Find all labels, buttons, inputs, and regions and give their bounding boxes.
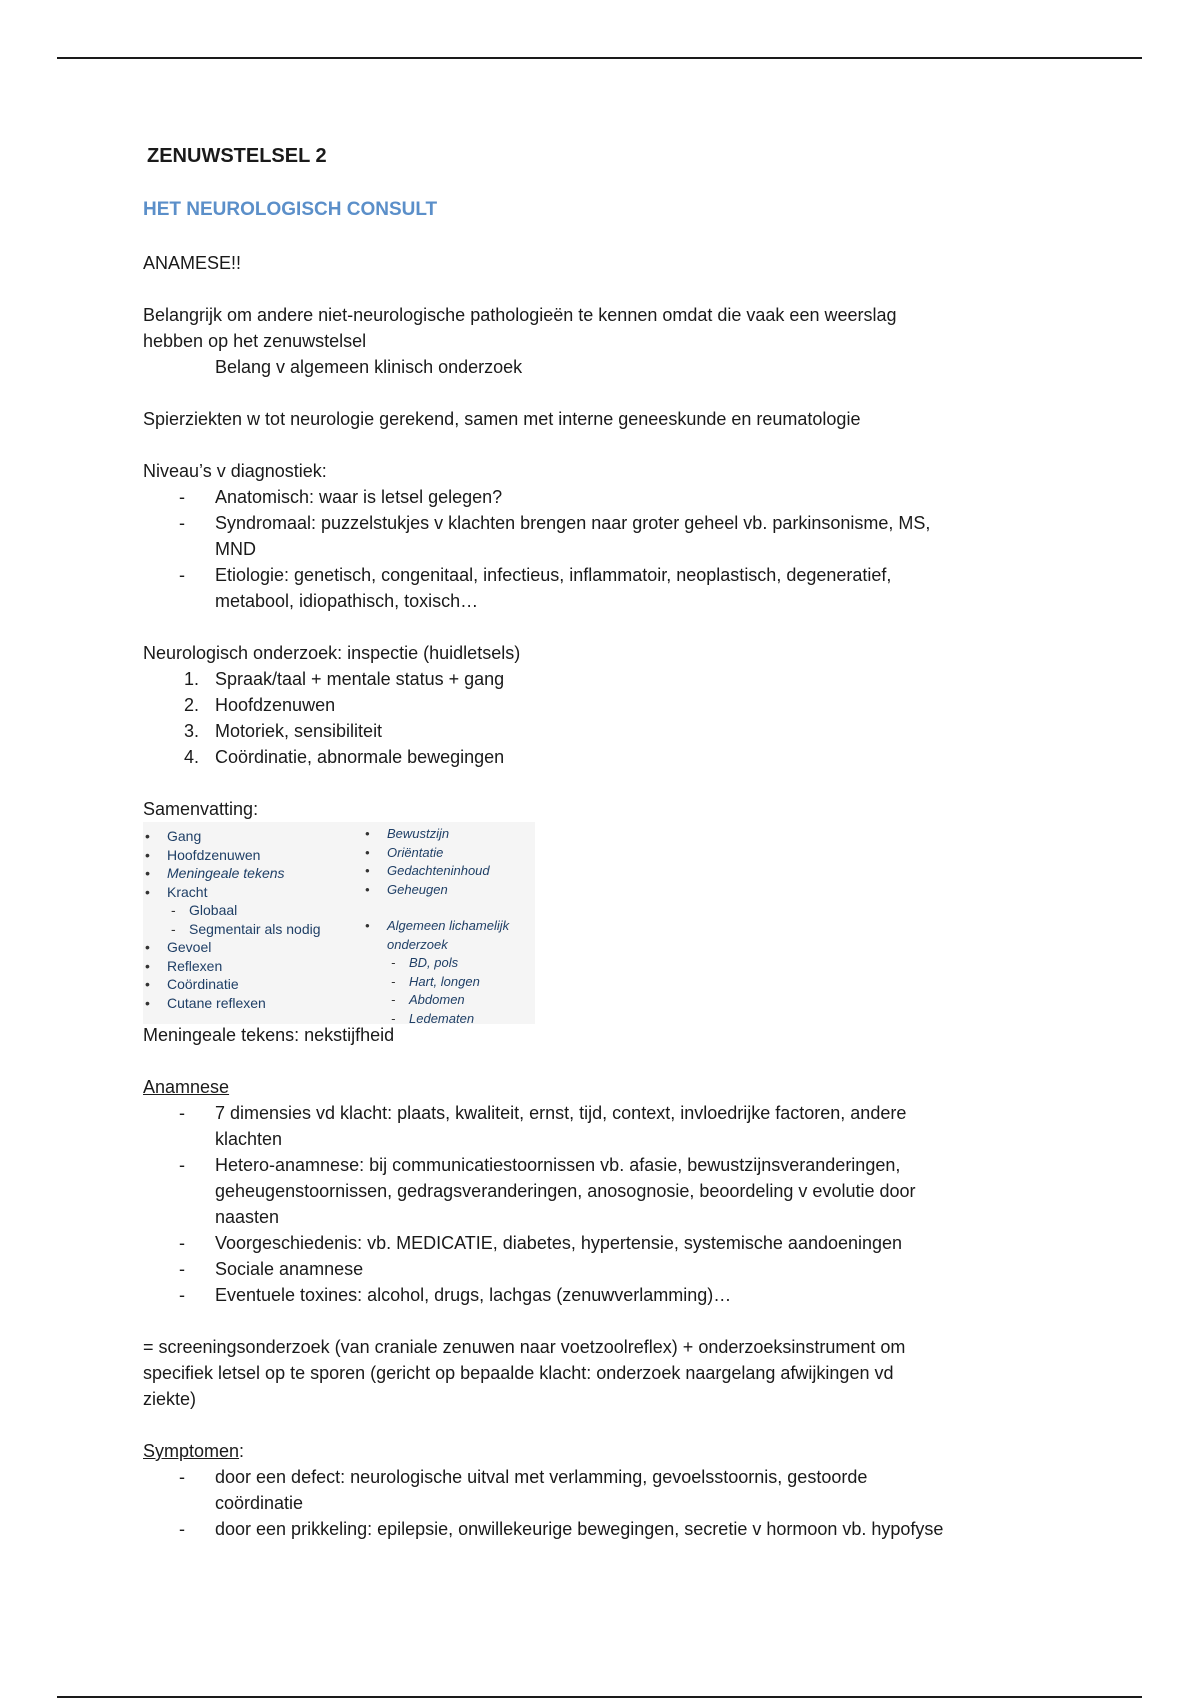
summary-item: • Meningeale tekens <box>145 865 285 881</box>
top-rule <box>57 57 1142 59</box>
summary-item: • Cutane reflexen <box>145 994 266 1011</box>
anamese-line: ANAMESE!! <box>143 253 242 273</box>
list-item: - Hetero-anamnese: bij communicatiestoornissen vb. afasie, bewustzijnsveranderingen, <box>179 1155 901 1175</box>
numbered-item: 1. Spraak/taal + mentale status + gang <box>183 669 505 689</box>
symptomen-heading: Symptomen: <box>143 1441 245 1461</box>
summary-item: • Geheugen <box>365 881 448 897</box>
list-item: - Syndromaal: puzzelstukjes v klachten brengen naar groter geheel vb. parkinsonisme, MS, <box>179 513 931 533</box>
summary-item: • Algemeen lichamelijk <box>365 918 510 933</box>
intro-indent: Belang v algemeen klinisch onderzoek <box>215 357 523 377</box>
summary-item: • Hoofdzenuwen <box>145 846 261 863</box>
samenvatting-image <box>143 822 535 1024</box>
screening-line-3: ziekte) <box>143 1389 197 1409</box>
niveaus-heading: Niveau’s v diagnostiek: <box>143 461 327 481</box>
list-item: - door een prikkeling: epilepsie, onwillekeurige bewegingen, secretie v hormoon vb. hypofyse <box>179 1519 944 1539</box>
summary-item: • Gedachteninhoud <box>365 863 490 878</box>
summary-right-list <box>363 825 509 1028</box>
intro-line-2: hebben op het zenuwstelsel <box>143 331 367 351</box>
list-item: - door een defect: neurologische uitval met verlamming, gevoelsstoornis, gestoorde <box>179 1467 868 1487</box>
list-item-continuation: MND <box>215 539 256 559</box>
numbered-item: 2. Hoofdzenuwen <box>183 695 336 715</box>
summary-left-list <box>143 827 321 1012</box>
screening-line-2: specifiek letsel op te sporen (gericht op bepaalde klacht: onderzoek naargelang afwijkingen vd <box>143 1363 894 1383</box>
summary-subitem: - Abdomen <box>391 992 465 1007</box>
summary-item: • Gang <box>145 828 202 844</box>
summary-item: • Coördinatie <box>145 976 239 992</box>
list-item-continuation: geheugenstoornissen, gedragsveranderingen, anosognosie, beoordeling v evolutie door <box>215 1181 916 1201</box>
neuro-heading: Neurologisch onderzoek: inspectie (huidletsels) <box>143 643 521 663</box>
list-item: - 7 dimensies vd klacht: plaats, kwaliteit, ernst, tijd, context, invloedrijke factoren, andere <box>179 1103 907 1123</box>
list-item: - Anatomisch: waar is letsel gelegen? <box>179 487 503 507</box>
anamnese-heading: Anamnese <box>143 1077 230 1097</box>
summary-subitem: - Hart, longen <box>391 973 480 989</box>
summary-item: • Oriëntatie <box>365 844 444 860</box>
screening-line-1: = screeningsonderzoek (van craniale zenuwen naar voetzoolreflex) + onderzoeksinstrument om <box>143 1337 906 1357</box>
summary-subitem: - BD, pols <box>391 955 459 970</box>
list-item: - Sociale anamnese <box>179 1259 364 1279</box>
list-item: - Voorgeschiedenis: vb. MEDICATIE, diabetes, hypertensie, systemische aandoeningen <box>179 1233 903 1253</box>
spierziekten-line: Spierziekten w tot neurologie gerekend, samen met interne geneeskunde en reumatologie <box>143 409 861 429</box>
meningeale-line: Meningeale tekens: nekstijfheid <box>143 1025 395 1045</box>
numbered-item: 4. Coördinatie, abnormale bewegingen <box>183 747 505 767</box>
page-title: ZENUWSTELSEL 2 <box>147 145 327 167</box>
summary-subitem: - Ledematen <box>391 1010 475 1026</box>
summary-item: • Reflexen <box>145 957 223 974</box>
summary-subitem: - Segmentair als nodig <box>171 920 321 937</box>
list-item: - Etiologie: genetisch, congenitaal, infectieus, inflammatoir, neoplastisch, degeneratief, <box>179 565 892 585</box>
summary-item-continuation: onderzoek <box>387 936 448 952</box>
section-heading: HET NEUROLOGISCH CONSULT <box>143 199 438 220</box>
samenvatting-heading: Samenvatting: <box>143 799 259 819</box>
list-item: - Eventuele toxines: alcohol, drugs, lachgas (zenuwverlamming)… <box>179 1285 732 1305</box>
intro-line-1: Belangrijk om andere niet-neurologische pathologieën te kennen omdat die vaak een weerslag <box>143 305 897 325</box>
list-item-continuation: naasten <box>215 1207 280 1227</box>
list-item-continuation: metabool, idiopathisch, toxisch… <box>215 591 479 611</box>
summary-item: • Gevoel <box>145 939 212 955</box>
list-item-continuation: coördinatie <box>215 1493 304 1513</box>
summary-item: • Bewustzijn <box>365 826 450 841</box>
summary-item: • Kracht <box>145 883 208 900</box>
list-item-continuation: klachten <box>215 1129 283 1149</box>
numbered-item: 3. Motoriek, sensibiliteit <box>183 721 383 741</box>
bottom-rule <box>57 1696 1142 1698</box>
summary-subitem: - Globaal <box>171 902 238 918</box>
